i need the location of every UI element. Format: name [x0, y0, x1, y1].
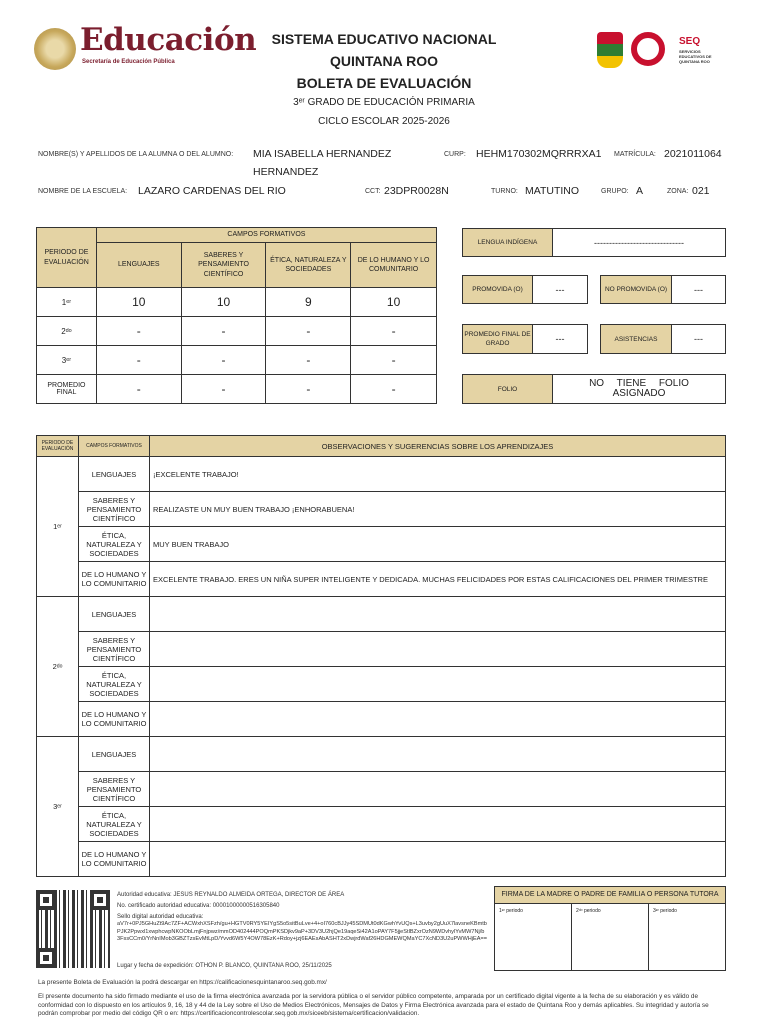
qr-code — [36, 890, 110, 968]
obs-period: 1ᵉʳ — [37, 457, 79, 597]
obs-text: REALIZASTE UN MUY BUEN TRABAJO ¡ENHORABUENA! — [150, 492, 726, 527]
ev-period: 2ᵈᵒ — [37, 317, 97, 346]
grupo-label: GRUPO: — [601, 188, 629, 195]
authority-line2: No. certificado autoridad educativa: 00001000000516305840 — [117, 903, 280, 909]
sep-logo — [34, 22, 257, 74]
no-promovida-value: --- — [671, 275, 726, 304]
turno-value: MATUTINO — [525, 185, 580, 197]
asistencias-value: --- — [671, 324, 726, 354]
promedio-value: --- — [532, 324, 588, 354]
obs-text: EXCELENTE TRABAJO. ERES UN NIÑA SUPER INTELIGENTE Y DEDICADA. MUCHAS FELICIDADES POR ESTAS CALIFICACIONES DEL PRIMER TRIMESTRE — [150, 562, 726, 597]
obs-field: LENGUAJES — [79, 597, 150, 632]
cct-label: CCT: — [365, 188, 381, 195]
signature-period-3: 3ᵉʳ periodo — [653, 908, 677, 914]
obs-field: SABERES Y PENSAMIENTO CIENTÍFICO — [79, 772, 150, 807]
obs-field: ÉTICA, NATURALEZA Y SOCIEDADES — [79, 667, 150, 702]
ev-grade: - — [351, 346, 437, 375]
obs-text — [150, 807, 726, 842]
ev-grade: - — [96, 346, 181, 375]
student-name-label: NOMBRE(S) Y APELLIDOS DE LA ALUMNA O DEL ALUMNO: — [38, 151, 234, 158]
authority-seal: aV7r+0PJ5GHuZt9Ac7ZF+ACWxhXSFzh/gu+HGTV0RY5YEIYgS5o5sitBuLve+4+oI760cBJJy45SDMUt0dKGwhYvUQs+L3uvby2gUuX7lavsneKBmtbPJK2Ppwxl1xwphcwpNKOObLmjFnjpwz/mmOD402444POQmPKSDjkv9aP+3DV3U2hjQe19aqeSi42A1oPAY7F5jjeStlBZxrOzN9WDvhylYvMW7Nj/b3FssCCm0/YrNnIMob3GBZTzsEvMtLpD/Yvvd6W5Y4OW78EzK+Rdoy+jzj6EAEsAbASHT2xDwjrdWaf26HDGMEWQMaYC7XcND3U2uPWWHjEA== — [117, 921, 488, 943]
obs-text: MUY BUEN TRABAJO — [150, 527, 726, 562]
promovida-label: PROMOVIDA (O) — [462, 275, 533, 304]
lengua-value: ------------------------------ — [552, 228, 726, 257]
matricula-label: MATRÍCULA: — [614, 151, 656, 158]
ev-row — [37, 346, 437, 375]
seq-logo — [597, 32, 737, 74]
ev-col-header: ÉTICA, NATURALEZA Y SOCIEDADES — [266, 243, 351, 288]
promedio-label: PROMEDIO FINAL DE GRADO — [462, 324, 533, 354]
matricula-value: 2021011064 — [664, 148, 722, 160]
ev-grade: - — [266, 317, 351, 346]
eagle-seal-icon — [34, 28, 76, 70]
title-line3: BOLETA DE EVALUACIÓN — [296, 75, 472, 91]
school-label: NOMBRE DE LA ESCUELA: — [38, 188, 128, 195]
obs-field: DE LO HUMANO Y LO COMUNITARIO — [79, 702, 150, 737]
ev-grade: - — [351, 375, 437, 404]
obs-field: SABERES Y PENSAMIENTO CIENTÍFICO — [79, 632, 150, 667]
seq-q-icon — [631, 32, 665, 66]
obs-periodo-header: PERIODO DE EVALUACIÓN — [37, 436, 79, 457]
ev-row — [37, 317, 437, 346]
ev-grade: - — [351, 317, 437, 346]
promovida-value: --- — [532, 275, 588, 304]
signature-title: FIRMA DE LA MADRE O PADRE DE FAMILIA O PERSONA TUTORA — [495, 887, 725, 904]
obs-text — [150, 667, 726, 702]
evaluation-table — [36, 227, 437, 404]
ev-grade: - — [181, 346, 266, 375]
quintana-roo-crest-icon — [597, 32, 623, 68]
ev-period: 3ᵉʳ — [37, 346, 97, 375]
ev-col-header: DE LO HUMANO Y LO COMUNITARIO — [351, 243, 437, 288]
obs-text — [150, 772, 726, 807]
obs-text — [150, 597, 726, 632]
folio-value: NO TIENE FOLIO ASIGNADO — [552, 374, 726, 404]
ev-grade: - — [181, 317, 266, 346]
observations-table — [36, 435, 726, 877]
ev-col-header: LENGUAJES — [96, 243, 181, 288]
curp-value: HEHM170302MQRRRXA1 — [476, 148, 602, 160]
obs-field: ÉTICA, NATURALEZA Y SOCIEDADES — [79, 527, 150, 562]
ev-grade: 10 — [181, 288, 266, 317]
ev-row — [37, 375, 437, 404]
obs-text — [150, 842, 726, 877]
ev-campos-header: CAMPOS FORMATIVOS — [96, 228, 436, 243]
obs-period: 2ᵈᵒ — [37, 597, 79, 737]
obs-field: ÉTICA, NATURALEZA Y SOCIEDADES — [79, 807, 150, 842]
zona-value: 021 — [692, 185, 710, 197]
turno-label: TURNO: — [491, 188, 518, 195]
ev-period: PROMEDIO FINAL — [37, 375, 97, 404]
curp-label: CURP: — [444, 151, 466, 158]
authority-line1: Autoridad educativa: JESUS REYNALDO ALMEIDA ORTEGA, DIRECTOR DE ÁREA — [117, 892, 345, 898]
no-promovida-label: NO PROMOVIDA (O) — [600, 275, 672, 304]
obs-text: ¡EXCELENTE TRABAJO! — [150, 457, 726, 492]
obs-field: DE LO HUMANO Y LO COMUNITARIO — [79, 562, 150, 597]
title-line1: SISTEMA EDUCATIVO NACIONAL — [271, 31, 497, 47]
obs-field: SABERES Y PENSAMIENTO CIENTÍFICO — [79, 492, 150, 527]
cct-value: 23DPR0028N — [384, 185, 449, 197]
grade-line: 3ᵉʳ GRADO DE EDUCACIÓN PRIMARIA — [293, 97, 475, 108]
obs-text — [150, 702, 726, 737]
school-value: LAZARO CARDENAS DEL RIO — [138, 185, 286, 197]
cycle-line: CICLO ESCOLAR 2025-2026 — [318, 116, 450, 127]
ev-grade: - — [96, 375, 181, 404]
ev-periodo-header: PERIODO DE EVALUACIÓN — [37, 228, 97, 288]
authority-place: Lugar y fecha de expedición: OTHON P. BLANCO, QUINTANA ROO, 25/11/2025 — [117, 963, 332, 969]
sep-logo-subtitle: Secretaría de Educación Pública — [82, 59, 175, 65]
ev-grade: - — [266, 375, 351, 404]
lengua-label: LENGUA INDÍGENA — [462, 228, 553, 257]
footer-download: La presente Boleta de Evaluación la podrá descargar en https://calificacionesquintanaroo.seq.gob.mx/ — [38, 979, 327, 986]
ev-grade: 10 — [96, 288, 181, 317]
asistencias-label: ASISTENCIAS — [600, 324, 672, 354]
footer-legal: El presente documento ha sido firmado mediante el uso de la firma electrónica avanzada por la servidora pública o el servidor público competente, amparada por un certificado digital vigente a la fecha de su elaboración y es válido de conformidad con lo dispuesto en los artículos 9, 16, 18 y 44 de la Ley sobre el Uso de Medios Electrónicos, Mensajes de Datos y Firma Electrónica avanzada para el estado de Quintana Roo y demás aplicables. Su integridad y autoría se podrán comprobar por medio del código QR o en: https://certificacioncontrolescolar.seq.gob.mx/siceeb/sistema/certificacion/validacion. — [38, 993, 709, 1018]
sep-logo-title: Educación — [80, 22, 257, 58]
obs-text — [150, 737, 726, 772]
seq-logo-big: SEQ — [679, 36, 701, 47]
ev-col-header: SABERES Y PENSAMIENTO CIENTÍFICO — [181, 243, 266, 288]
obs-period: 3ᵉʳ — [37, 737, 79, 877]
obs-field: LENGUAJES — [79, 737, 150, 772]
obs-field: DE LO HUMANO Y LO COMUNITARIO — [79, 842, 150, 877]
ev-grade: - — [96, 317, 181, 346]
ev-period: 1ᵉʳ — [37, 288, 97, 317]
student-name-line2: HERNANDEZ — [253, 166, 319, 178]
obs-text — [150, 632, 726, 667]
signature-period-2: 2ᵈᵒ periodo — [572, 904, 649, 970]
student-name-line1: MIA ISABELLA HERNANDEZ — [253, 148, 392, 160]
grupo-value: A — [636, 185, 644, 197]
obs-campos-header: CAMPOS FORMATIVOS — [79, 436, 150, 457]
authority-line3: Sello digital autoridad educativa: — [117, 914, 204, 920]
obs-header: OBSERVACIONES Y SUGERENCIAS SOBRE LOS APRENDIZAJES — [150, 436, 726, 457]
zona-label: ZONA: — [667, 188, 689, 195]
obs-field: LENGUAJES — [79, 457, 150, 492]
ev-grade: - — [266, 346, 351, 375]
ev-grade: 9 — [266, 288, 351, 317]
signature-box — [494, 886, 726, 971]
title-line2: QUINTANA ROO — [329, 53, 439, 69]
signature-period-1: 1ᵉʳ periodo — [495, 904, 572, 970]
ev-grade: 10 — [351, 288, 437, 317]
ev-grade: - — [181, 375, 266, 404]
seq-logo-small: SERVICIOS EDUCATIVOS DE QUINTANA ROO — [679, 49, 712, 65]
ev-row — [37, 288, 437, 317]
folio-label: FOLIO — [462, 374, 553, 404]
